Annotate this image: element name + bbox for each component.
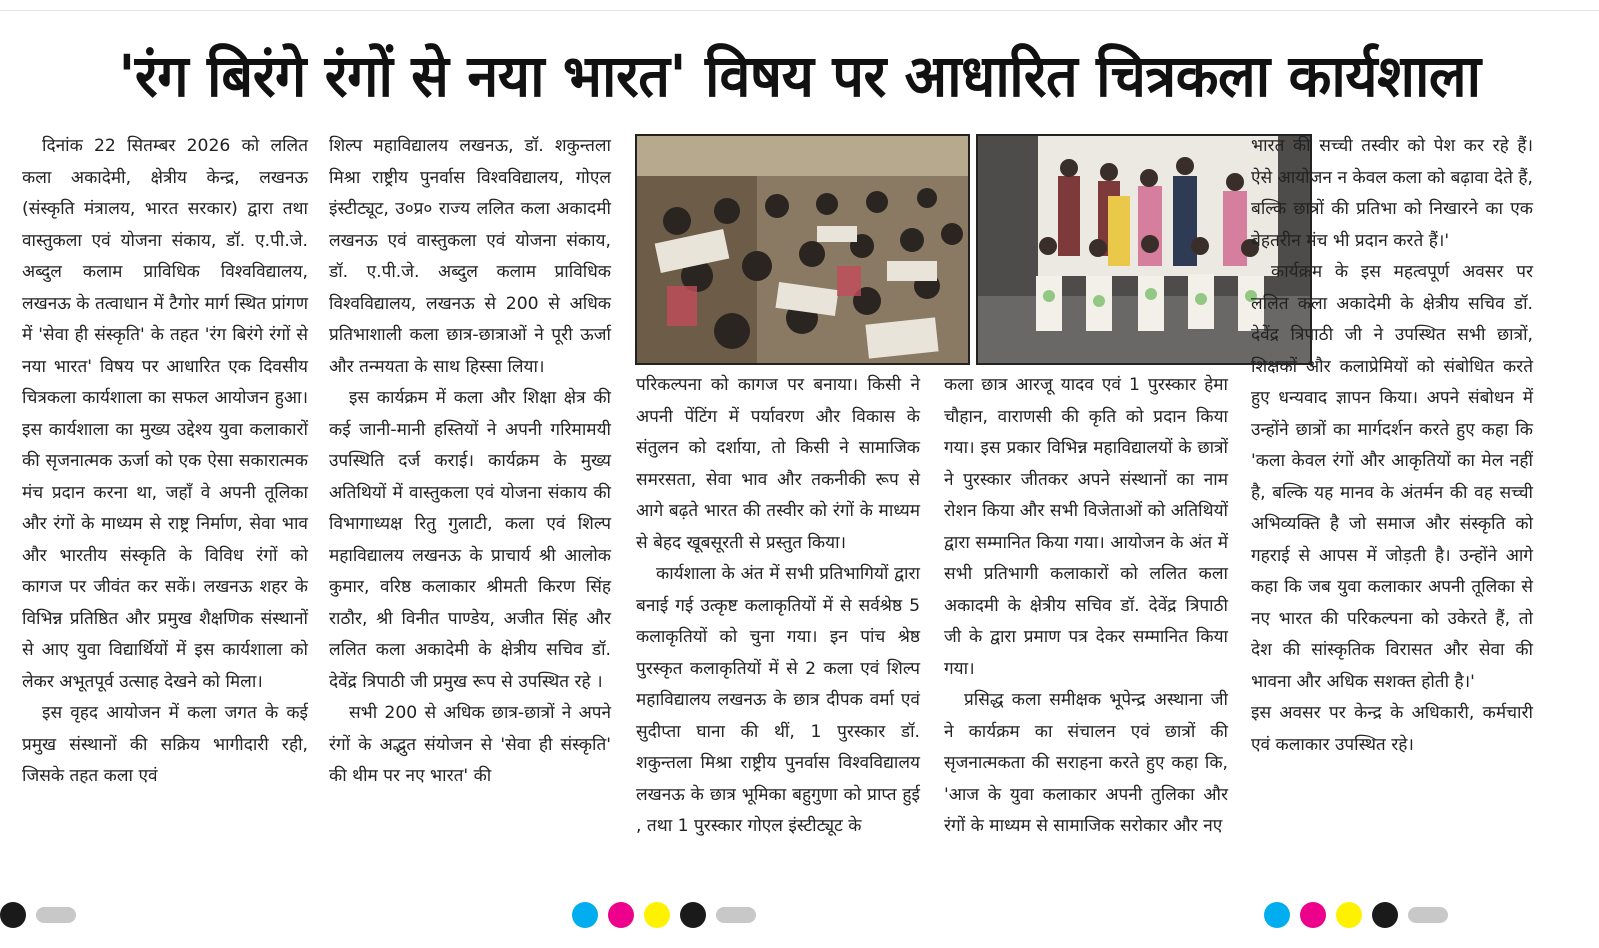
paragraph: कला छात्र आरजू यादव एवं 1 पुरस्कार हेमा चौहान, वाराणसी की कृति को प्रदान किया गया। इस प्रकार विभिन्न महाविद्यालयों के छात्रों ने पुरस्कार जीतकर अपने संस्थानों का नाम रोशन किया और सभी विजेताओं को अतिथियों द्वारा सम्मानित किया गया। आयोजन के अंत में सभी प्रतिभागी कलाकारों को ललित कला अकादमी के क्षेत्रीय सचिव डॉ. देवेंद्र त्रिपाठी जी के द्वारा प्रमाण पत्र देकर सम्मानित किया गया। [944, 375, 1228, 679]
registration-dot [0, 902, 26, 928]
registration-marks-center [572, 902, 756, 928]
paragraph: प्रसिद्ध कला समीक्षक भूपेन्द्र अस्थाना जी ने कार्यक्रम का संचालन एवं छात्रों की सृजनात्मकता की सराहना करते हुए कहा कि, 'आज के युवा कलाकार अपनी तुलिका और रंगों के माध्यम से सामाजिक सरोकार और नए [944, 690, 1228, 836]
photo-strip [635, 134, 1312, 365]
paragraph: कार्यक्रम के इस महत्वपूर्ण अवसर पर ललित कला अकादेमी के क्षेत्रीय सचिव डॉ. देवेंद्र त्रिपाठी जी ने उपस्थित सभी छात्रों, शिक्षकों और कलाप्रेमियों को संबोधित करते हुए धन्यवाद ज्ञापन किया। अपने संबोधन में उन्होंने छात्रों का मार्गदर्शन करते हुए कहा कि 'कला केवल रंगों और आकृतियों का मेल नहीं है, बल्कि यह मानव के अंतर्मन की वह सच्ची अभिव्यक्ति है जो समाज और संस्कृति को गहराई से आपस में जोड़ती है। उन्होंने आगे कहा कि जब युवा कलाकार अपनी तूलिका से नए भारत की परिकल्पना को उकेरते हैं, तो देश की सांस्कृतिक विरासत और सेवा की भावना और अधिक सशक्त होती है।' [1251, 262, 1533, 692]
paragraph: इस कार्यक्रम में कला और शिक्षा क्षेत्र की कई जानी-मानी हस्तियों ने अपनी गरिमामयी उपस्थिति दर्ज कराई। कार्यक्रम के मुख्य अतिथियों में वास्तुकला एवं योजना संकाय की विभागाध्यक्ष रितु गुलाटी, कला एवं शिल्प महाविद्यालय लखनऊ के प्राचार्य श्री आलोक कुमार, वरिष्ठ कलाकार श्रीमती किरण सिंह राठौर, श्री विनीत पाण्डेय, अजीत सिंह और ललित कला अकादेमी के क्षेत्रीय सचिव डॉ. देवेंद्र त्रिपाठी जी प्रमुख रूप से उपस्थित रहे । [329, 388, 611, 692]
registration-dot-black [1372, 902, 1398, 928]
article-column-4 [944, 370, 1228, 843]
workshop-students-photo [635, 134, 970, 365]
registration-marks-left [0, 902, 76, 928]
paragraph: शिल्प महाविद्यालय लखनऊ, डॉ. शकुन्तला मिश्रा राष्ट्रीय पुनर्वास विश्वविद्यालय, गोएल इंस्टीट्यूट, उ०प्र० राज्य ललित कला अकादमी लखनऊ एवं वास्तुकला एवं योजना संकाय, डॉ. ए.पी.जे. अब्दुल कलाम प्राविधिक विश्वविद्यालय, लखनऊ से 200 से अधिक प्रतिभाशाली कला छात्र-छात्राओं ने पूरी ऊर्जा और तन्मयता के साथ हिस्सा लिया। [329, 136, 611, 377]
registration-marks-right [1264, 902, 1448, 928]
article-column-3 [636, 370, 920, 843]
registration-dot-magenta [608, 902, 634, 928]
top-rule [0, 0, 1599, 11]
page-headline: 'रंग बिरंगे रंगों से नया भारत' विषय पर आधारित चित्रकला कार्यशाला [118, 42, 1481, 110]
registration-dot-magenta [1300, 902, 1326, 928]
registration-dot-cyan [572, 902, 598, 928]
paragraph: दिनांक 22 सितम्बर 2026 को ललित कला अकादेमी, क्षेत्रीय केन्द्र, लखनऊ (संस्कृति मंत्रालय, भारत सरकार) द्वारा तथा वास्तुकला एवं योजना संकाय, डॉ. ए.पी.जे. अब्दुल कलाम प्राविधिक विश्वविद्यालय, लखनऊ के तत्वाधान में टैगोर मार्ग स्थित प्रांगण में 'सेवा ही संस्कृति' के तहत 'रंग बिरंगे रंगों से नया भारत' विषय पर आधारित एक दिवसीय चित्रकला कार्यशाला का सफल आयोजन हुआ। इस कार्यशाला का मुख्य उद्देश्य युवा कलाकारों की सृजनात्मक ऊर्जा को एक ऐसा सकारात्मक मंच प्रदान करना था, जहाँ वे अपनी तूलिका और रंगों के माध्यम से राष्ट्र निर्माण, सेवा भाव और भारतीय संस्कृति के विविध रंगों को कागज पर जीवंत कर सकें। लखनऊ शहर के विभिन्न प्रतिष्ठित और प्रमुख शैक्षणिक संस्थानों से आए युवा विद्यार्थियों में इस कार्यशाला को लेकर अभूतपूर्व उत्साह देखने को मिला। [22, 136, 308, 692]
registration-dot-black [680, 902, 706, 928]
paragraph: परिकल्पना को कागज पर बनाया। किसी ने अपनी पेंटिंग में पर्यावरण और विकास के संतुलन को दर्शाया, तो किसी ने सामाजिक समरसता, सेवा भाव और तकनीकी रूप से आगे बढ़ते भारत की तस्वीर को रंगों के माध्यम से बेहद खूबसूरती से प्रस्तुत किया। [636, 375, 920, 553]
registration-dot-grey [1408, 907, 1448, 923]
registration-dot-grey [716, 907, 756, 923]
paragraph: इस वृहद आयोजन में कला जगत के कई प्रमुख संस्थानों की सक्रिय भागीदारी रही, जिसके तहत कला एवं [22, 703, 308, 786]
article-column-1 [22, 131, 308, 793]
article-column-5 [1251, 131, 1533, 761]
paragraph: सभी 200 से अधिक छात्र-छात्रों ने अपने रंगों के अद्भुत संयोजन से 'सेवा ही संस्कृति' की थीम पर नए भारत' की [329, 703, 611, 786]
registration-dot [36, 907, 76, 923]
paragraph: कार्यशाला के अंत में सभी प्रतिभागियों द्वारा बनाई गई उत्कृष्ट कलाकृतियों में से सर्वश्रेष्ठ 5 कलाकृतियों को चुना गया। इन पांच श्रेष्ठ पुरस्कृत कलाकृतियों में से 2 कला एवं शिल्प महाविद्यालय लखनऊ के छात्र दीपक वर्मा एवं सुदीप्ता घाना की थीं, 1 पुरस्कार डॉ. शकुन्तला मिश्रा राष्ट्रीय पुनर्वास विश्वविद्यालय लखनऊ के छात्र भूमिका बहुगुणा को प्राप्त हुई , तथा 1 पुरस्कार गोएल इंस्टीट्यूट के [636, 564, 920, 836]
article-column-2 [329, 131, 611, 793]
registration-dot-yellow [1336, 902, 1362, 928]
paragraph: इस अवसर पर केन्द्र के अधिकारी, कर्मचारी एवं कलाकार उपस्थित रहे। [1251, 703, 1533, 755]
registration-dot-cyan [1264, 902, 1290, 928]
registration-dot-yellow [644, 902, 670, 928]
paragraph: भारत की सच्ची तस्वीर को पेश कर रहे हैं। ऐसे आयोजन न केवल कला को बढ़ावा देते हैं, बल्कि छात्रों की प्रतिभा को निखारने का एक बेहतरीन मंच भी प्रदान करते हैं।' [1251, 136, 1533, 251]
